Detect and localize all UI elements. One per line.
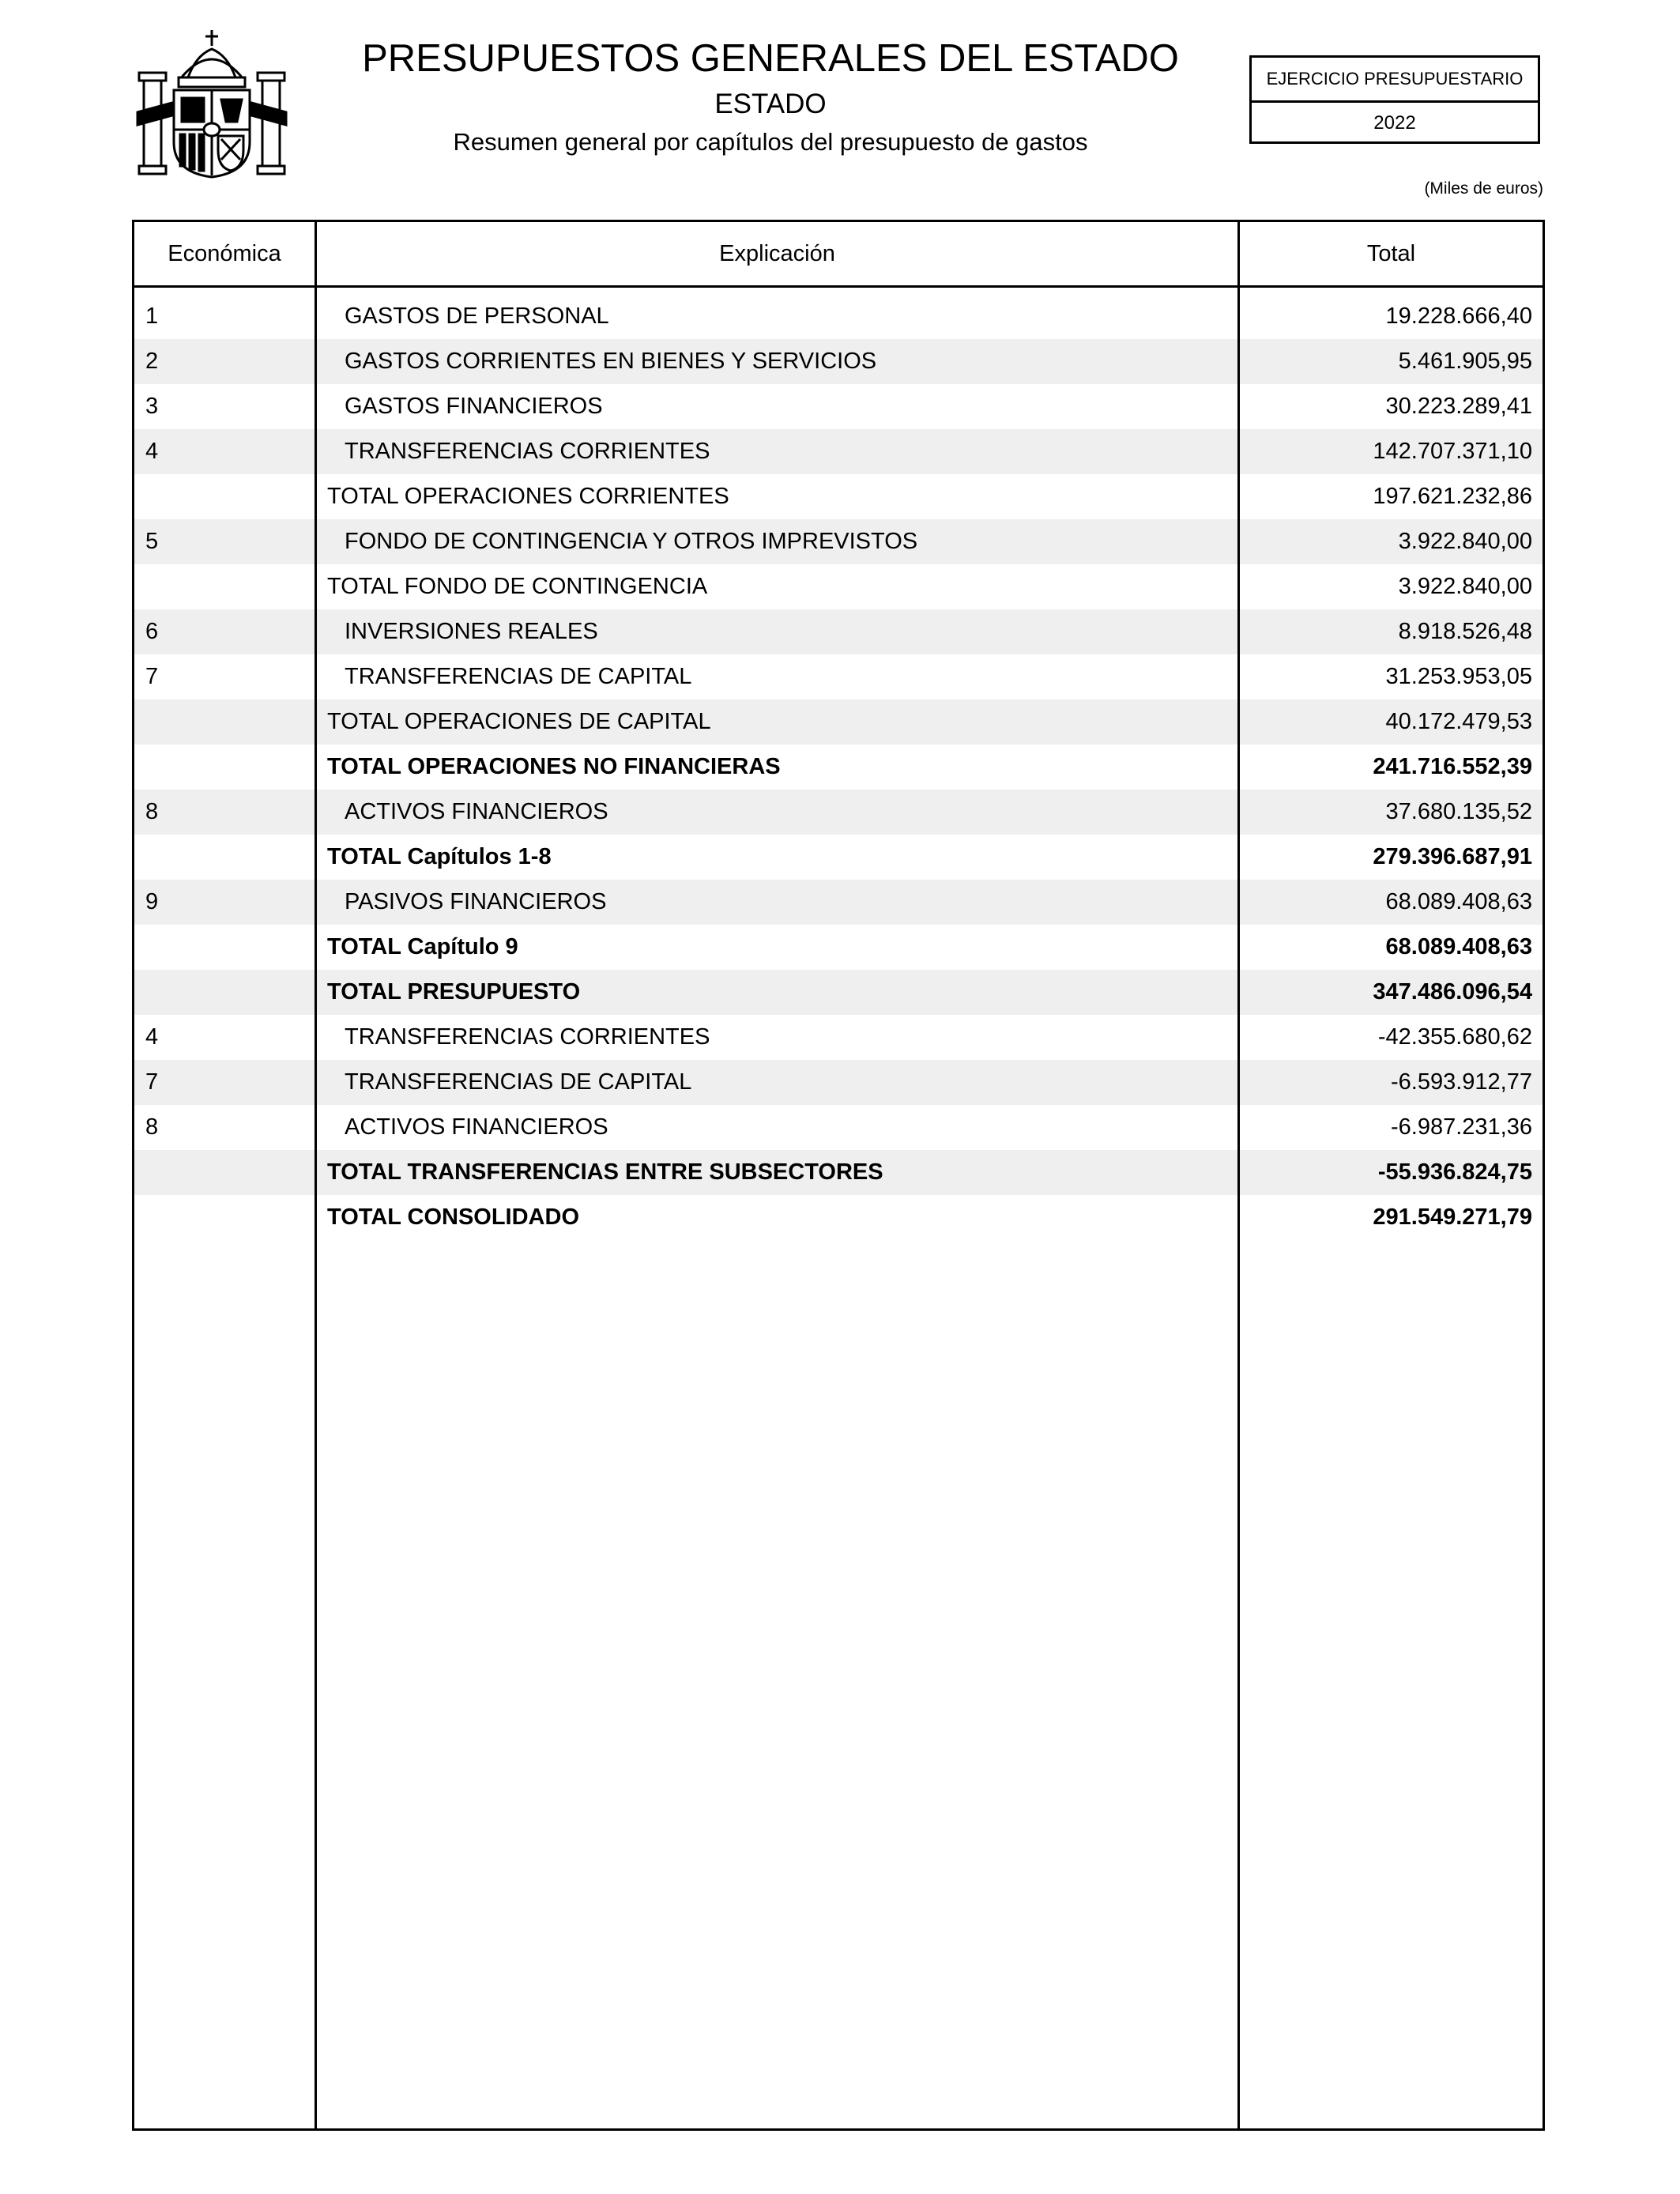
row-amount: 142.707.371,10: [1373, 439, 1532, 464]
row-code: 7: [145, 1069, 159, 1095]
units-note: (Miles de euros): [1424, 179, 1543, 198]
row-label: PASIVOS FINANCIEROS: [345, 889, 607, 914]
row-label: TRANSFERENCIAS DE CAPITAL: [345, 664, 692, 689]
row-label: TOTAL OPERACIONES NO FINANCIERAS: [327, 754, 781, 779]
row-code: [145, 699, 303, 745]
row-label: TOTAL PRESUPUESTO: [327, 979, 581, 1005]
row-code: 7: [145, 664, 159, 689]
row-label: TOTAL TRANSFERENCIAS ENTRE SUBSECTORES: [327, 1159, 883, 1185]
row-amount: 68.089.408,63: [1385, 934, 1532, 959]
row-label: TOTAL FONDO DE CONTINGENCIA: [327, 574, 708, 599]
row-label: TOTAL Capítulos 1-8: [327, 844, 552, 869]
row-code: 8: [145, 1114, 159, 1140]
row-amount: 197.621.232,86: [1373, 484, 1532, 509]
row-amount: 291.549.271,79: [1373, 1204, 1532, 1230]
row-label: TOTAL CONSOLIDADO: [327, 1204, 579, 1230]
row-code: 3: [145, 394, 159, 419]
table-row: [134, 519, 1543, 564]
table-row: [134, 474, 1543, 519]
row-amount: 8.918.526,48: [1398, 619, 1532, 644]
row-code: 5: [145, 529, 159, 554]
row-amount: -6.987.231,36: [1391, 1114, 1532, 1140]
row-label: ACTIVOS FINANCIEROS: [345, 1114, 608, 1140]
row-code: [145, 1150, 303, 1195]
budget-table: [132, 220, 1545, 2131]
table-row: [134, 1150, 1543, 1195]
row-code: 8: [145, 799, 159, 824]
row-code: [145, 835, 303, 880]
page-title: PRESUPUESTOS GENERALES DEL ESTADO: [362, 37, 1179, 80]
table-row: [134, 925, 1543, 970]
table-row: [134, 1060, 1543, 1105]
row-code: 2: [145, 349, 159, 374]
row-label: TRANSFERENCIAS CORRIENTES: [345, 439, 710, 464]
table-row: [134, 384, 1543, 429]
row-code: [145, 564, 303, 609]
table-row: [134, 339, 1543, 384]
row-code: 4: [145, 1024, 159, 1050]
row-amount: 3.922.840,00: [1398, 529, 1532, 554]
row-code: 4: [145, 439, 159, 464]
row-code: [145, 970, 303, 1015]
table-row: [134, 835, 1543, 880]
row-code: [145, 925, 303, 970]
table-header: [134, 222, 1543, 288]
row-amount: 40.172.479,53: [1385, 709, 1532, 734]
table-row: [134, 609, 1543, 654]
page-subtitle: ESTADO: [714, 89, 827, 119]
table-row: [134, 1105, 1543, 1150]
row-label: FONDO DE CONTINGENCIA Y OTROS IMPREVISTOS: [345, 529, 918, 554]
table-row: [134, 1195, 1543, 1240]
row-amount: -42.355.680,62: [1377, 1024, 1532, 1050]
row-code: [145, 1195, 303, 1240]
table-row: [134, 745, 1543, 790]
coat-of-arms-icon: [133, 24, 291, 182]
fiscal-year-value: 2022: [1373, 112, 1416, 134]
row-code: 6: [145, 619, 159, 644]
row-amount: 19.228.666,40: [1385, 303, 1532, 329]
row-label: INVERSIONES REALES: [345, 619, 598, 644]
row-amount: 31.253.953,05: [1385, 664, 1532, 689]
row-amount: -55.936.824,75: [1377, 1159, 1532, 1185]
table-row: [134, 880, 1543, 925]
table-row: [134, 654, 1543, 699]
column-header-explicacion: Explicación: [719, 241, 835, 266]
table-row: [134, 970, 1543, 1015]
column-header-total: Total: [1366, 241, 1416, 266]
table-body: [134, 294, 1543, 1240]
column-header-economica: Económica: [168, 241, 281, 266]
row-label: TOTAL Capítulo 9: [327, 934, 518, 959]
row-amount: 3.922.840,00: [1398, 574, 1532, 599]
table-row: [134, 790, 1543, 835]
row-code: [145, 474, 303, 519]
row-code: [145, 745, 303, 790]
row-label: GASTOS DE PERSONAL: [345, 303, 609, 329]
row-label: TRANSFERENCIAS CORRIENTES: [345, 1024, 710, 1050]
row-amount: 68.089.408,63: [1385, 889, 1532, 914]
table-row: [134, 1015, 1543, 1060]
row-label: ACTIVOS FINANCIEROS: [345, 799, 608, 824]
table-row: [134, 429, 1543, 474]
table-row: [134, 294, 1543, 339]
row-label: TOTAL OPERACIONES DE CAPITAL: [327, 709, 711, 734]
row-label: TRANSFERENCIAS DE CAPITAL: [345, 1069, 692, 1095]
row-amount: -6.593.912,77: [1391, 1069, 1532, 1095]
fiscal-year-label: EJERCICIO PRESUPUESTARIO: [1252, 58, 1538, 103]
row-label: GASTOS FINANCIEROS: [345, 394, 603, 419]
column-divider: [315, 222, 317, 2128]
column-divider: [1237, 222, 1240, 2128]
row-code: 9: [145, 889, 159, 914]
table-row: [134, 699, 1543, 745]
row-label: GASTOS CORRIENTES EN BIENES Y SERVICIOS: [345, 349, 877, 374]
fiscal-year-box: [1249, 55, 1540, 144]
row-amount: 37.680.135,52: [1385, 799, 1532, 824]
row-amount: 30.223.289,41: [1385, 394, 1532, 419]
row-amount: 5.461.905,95: [1398, 349, 1532, 374]
row-label: TOTAL OPERACIONES CORRIENTES: [327, 484, 729, 509]
row-code: 1: [145, 303, 159, 329]
row-amount: 347.486.096,54: [1373, 979, 1532, 1005]
table-row: [134, 564, 1543, 609]
row-amount: 279.396.687,91: [1373, 844, 1532, 869]
row-amount: 241.716.552,39: [1373, 754, 1532, 779]
page-description: Resumen general por capítulos del presupuesto de gastos: [453, 128, 1088, 156]
